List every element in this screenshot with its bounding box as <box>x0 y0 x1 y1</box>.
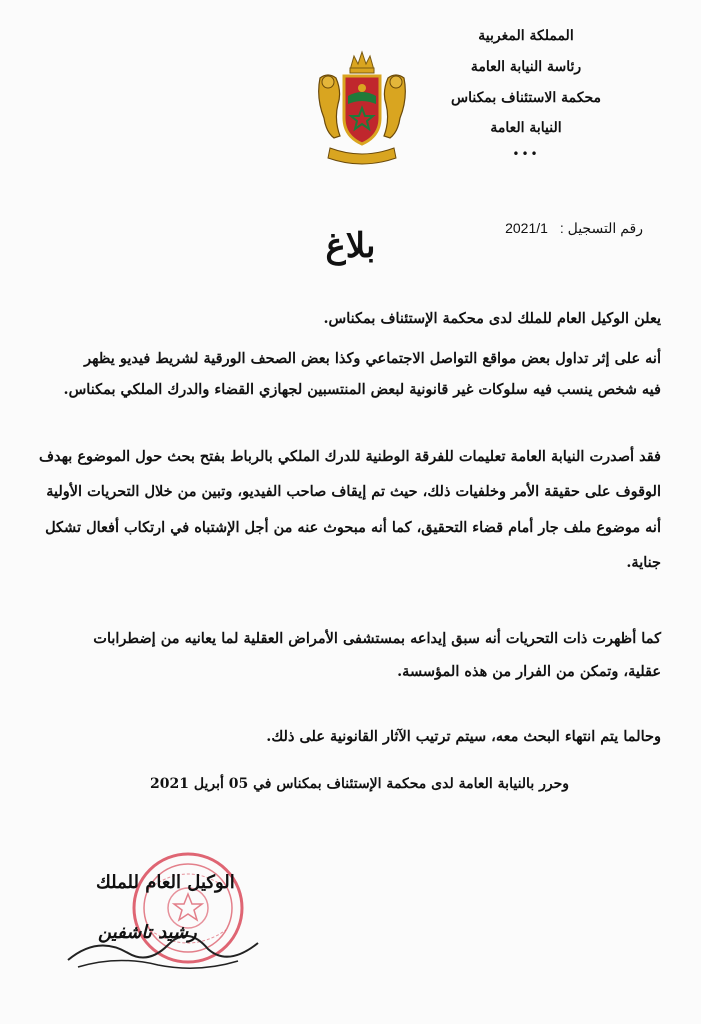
paragraph-line: أنه موضوع ملف جار أمام قضاء التحقيق، كما أنه مبحوث عنه من أجل الإشتباه في ارتكاب أفعال تشكل <box>45 518 661 536</box>
intro-paragraph: يعلن الوكيل العام للملك لدى محكمة الإستئناف بمكناس. <box>323 310 661 327</box>
header-prosecution: النيابة العامة <box>490 120 562 137</box>
header-presidency: رئاسة النيابة العامة <box>470 58 582 75</box>
letterhead <box>411 28 641 161</box>
paragraph-4: وحالما يتم انتهاء البحث معه، سيتم ترتيب الآثار القانونية على ذلك. <box>266 728 661 745</box>
registration-label: رقم التسجيل : <box>559 220 643 236</box>
header-kingdom: المملكة المغربية <box>478 28 574 44</box>
paragraph-2 <box>31 448 661 590</box>
paragraph-line: عقلية، وتمكن من الفرار من هذه المؤسسة. <box>397 663 661 681</box>
document-title: بلاغ <box>325 226 376 266</box>
paragraph-1 <box>31 350 661 399</box>
paragraph-line: فيه شخص ينسب فيه سلوكات غير قانونية لبعض المنتسبين لجهازي القضاء والدرك الملكي بمكناس. <box>63 381 661 399</box>
header-court: محكمة الاستئناف بمكناس <box>451 89 601 106</box>
paragraph-line: أنه على إثر تداول بعض مواقع التواصل الاجتماعي وكذا بعض الصحف الورقية لشريط فيديو يظهر <box>84 350 661 367</box>
header-dots: ••• <box>512 147 540 162</box>
signatory-name: رشيد تاشفين <box>98 922 197 943</box>
signature-title: الوكيل العام للملك <box>96 872 235 893</box>
paragraph-line: فقد أصدرت النيابة العامة تعليمات للفرقة الوطنية للدرك الملكي بالرباط بفتح بحث حول الموضوع بهدف <box>38 448 661 465</box>
registration-value: 2021/1 <box>505 220 548 236</box>
paragraph-line: كما أظهرت ذات التحريات أنه سبق إيداعه بمستشفى الأمراض العقلية لما يعانيه من إضطرابات <box>93 630 661 647</box>
coat-of-arms-icon <box>312 48 412 174</box>
paragraph-3 <box>31 630 661 697</box>
dateline: وحرر بالنيابة العامة لدى محكمة الإستئناف بمكناس في 05 أبريل 2021 <box>150 776 569 792</box>
paragraph-line: جناية. <box>626 554 661 572</box>
paragraph-line: الوقوف على حقيقة الأمر وخلفيات ذلك، حيث تم إيقاف صاحب الفيديو، وتبين من خلال التحريات الأولية <box>46 483 661 501</box>
